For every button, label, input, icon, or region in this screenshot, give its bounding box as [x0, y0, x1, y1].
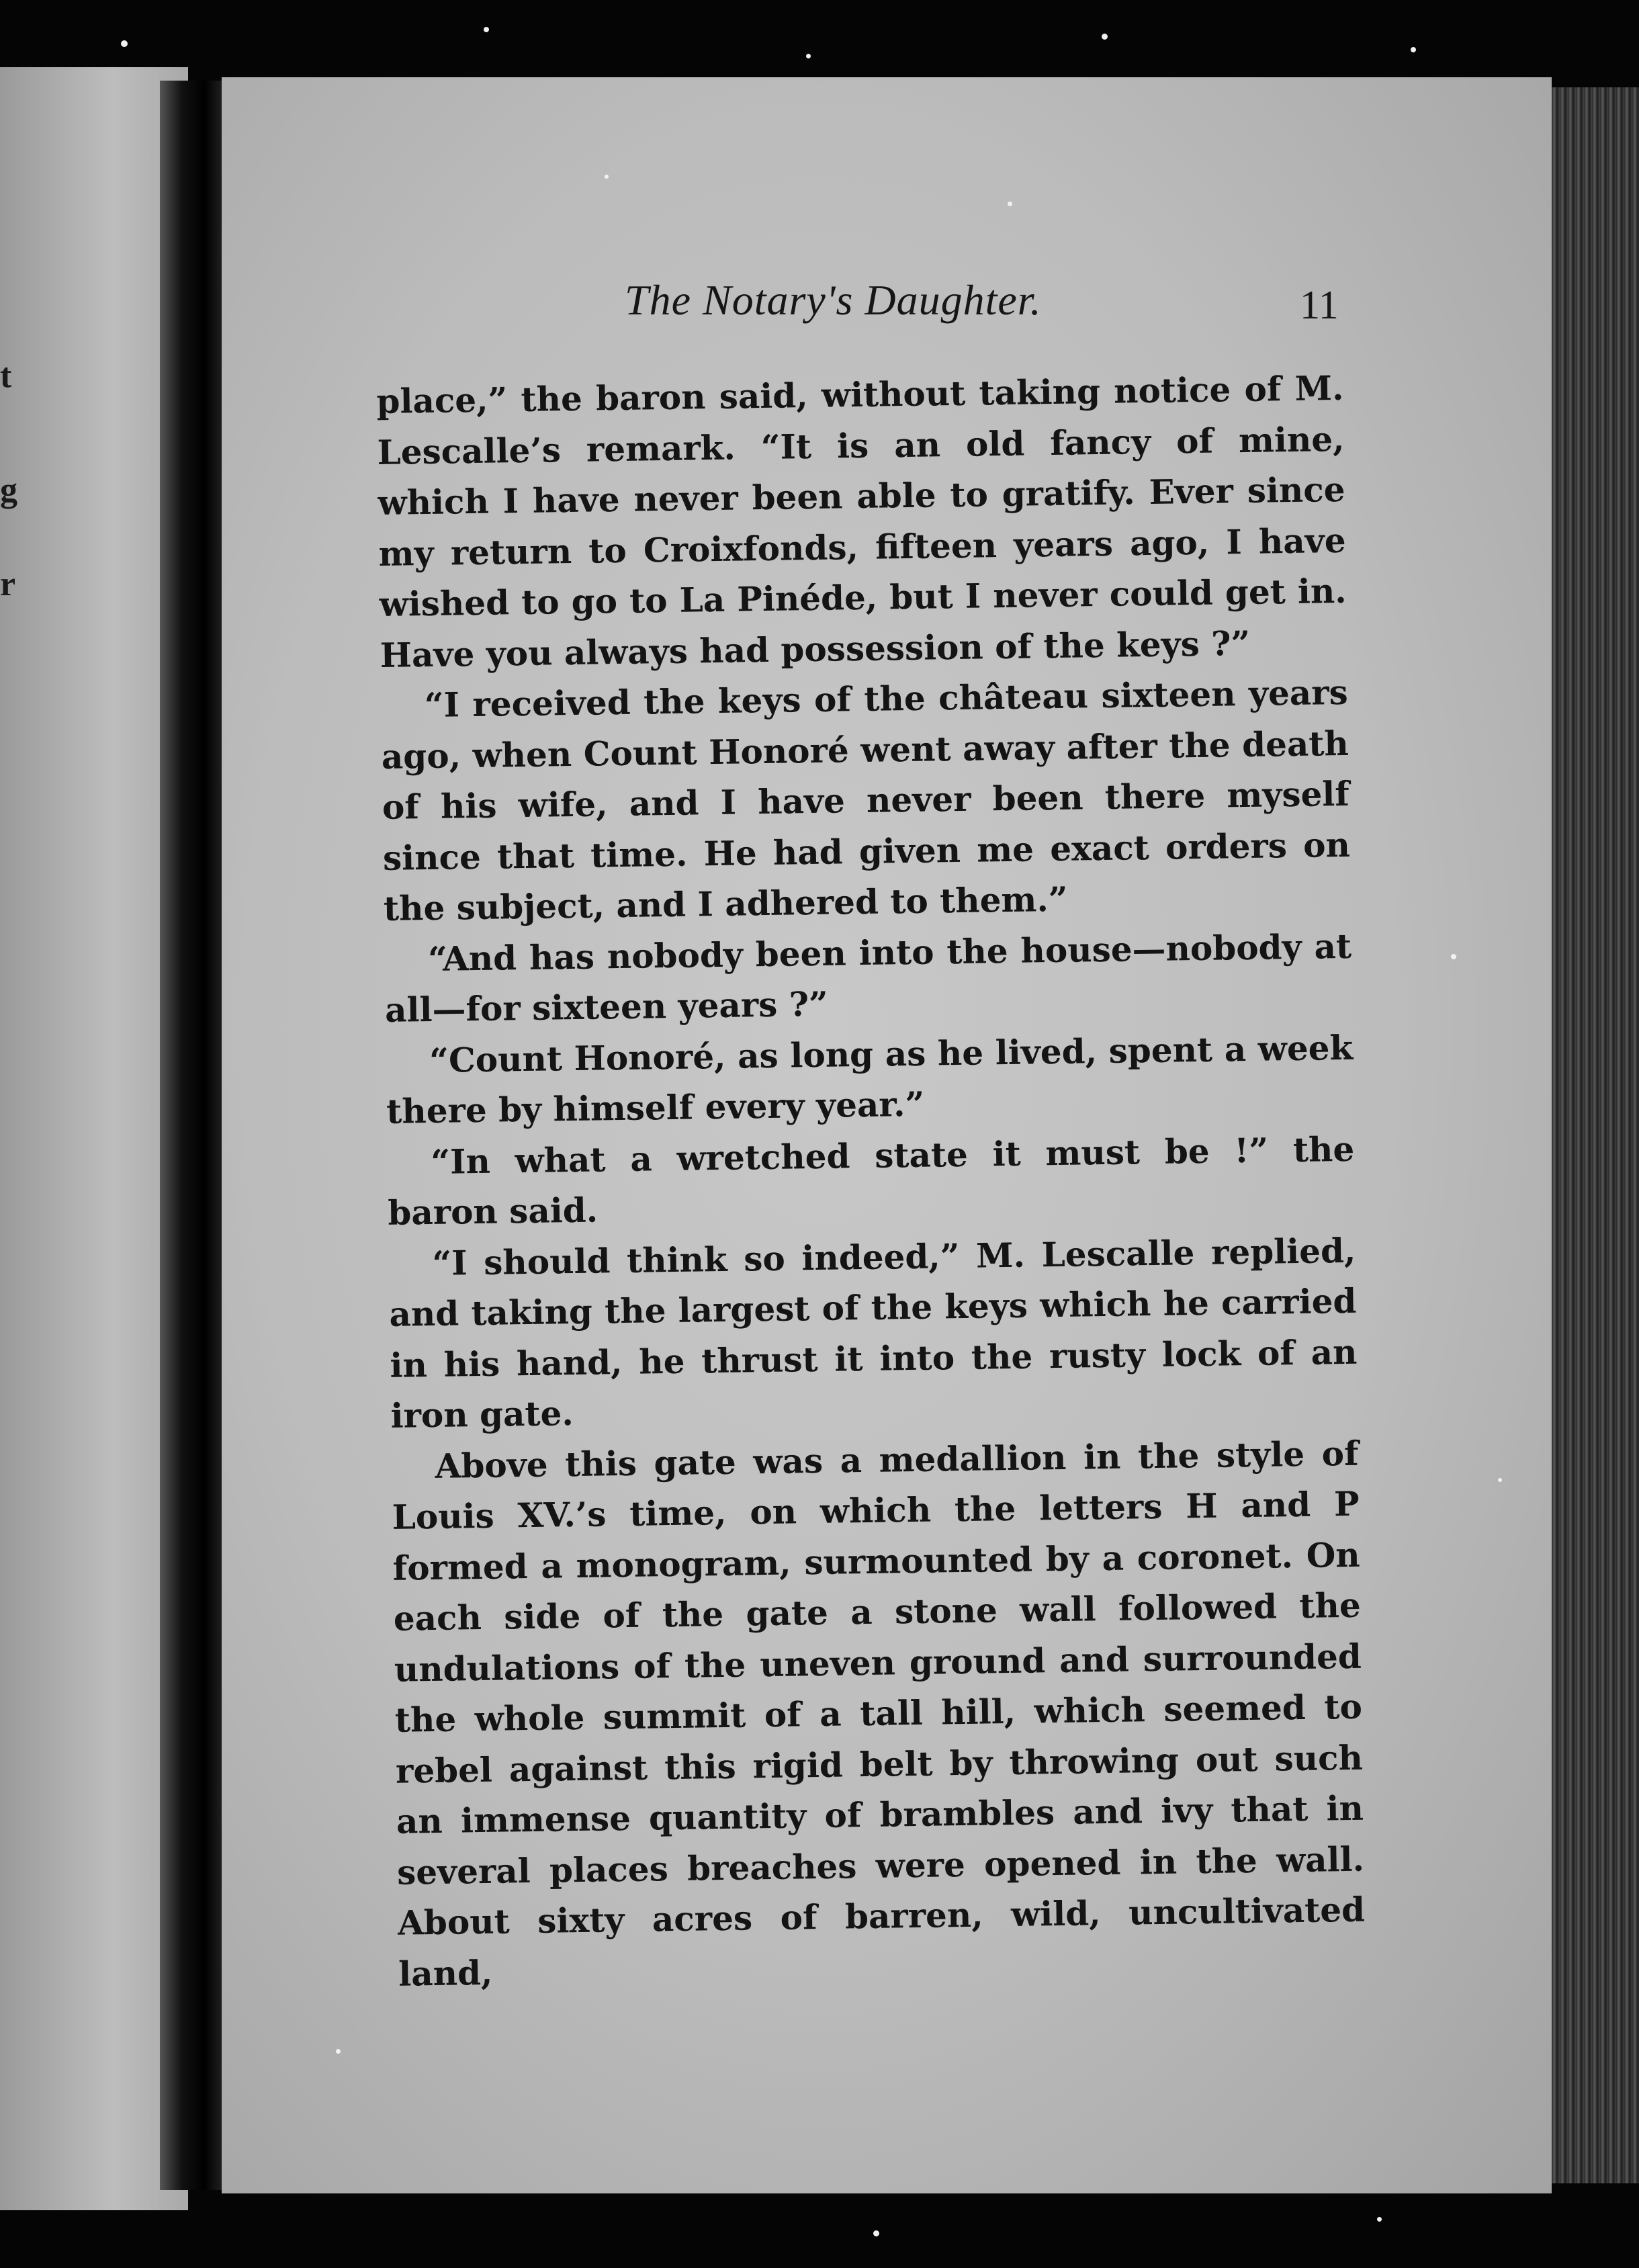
film-speckle: [1377, 2217, 1382, 2222]
film-speckle: [873, 2230, 879, 2236]
previous-page-fragment: g: [0, 471, 17, 509]
paragraph: “In what a wretched state it must be !” the baron said.: [387, 1129, 1355, 1233]
film-speckle: [806, 54, 811, 58]
previous-page-fragment: r: [0, 565, 16, 603]
film-speckle: [1498, 1478, 1502, 1482]
film-speckle: [605, 175, 609, 179]
paragraph: “Count Honoré, as long as he lived, spent a week there by himself every year.”: [386, 1027, 1354, 1131]
paragraph: place,” the baron said, without taking notice of M. Lescalle’s remark. “It is an old fancy of mine, which I have never been able to gratify. Ever since my return to Croixfonds, fifteen years ago, I have wished to go to La Pinéde, but I never could get in. Have you always had possession of the keys ?”: [376, 367, 1347, 675]
paragraph: “I received the keys of the château sixteen years ago, when Count Honoré went away after the death of his wife, and I have never been there myself since that time. He had given me exact orders on the subject, and I adhered to them.”: [381, 672, 1351, 928]
running-title: The Notary's Daughter.: [625, 276, 1042, 324]
film-speckle: [1411, 47, 1416, 52]
paragraph: “And has nobody been into the house—nobody at all—for sixteen years ?”: [384, 926, 1352, 1030]
paragraph: “I should think so indeed,” M. Lescalle replied, and taking the largest of the keys which he carried in his hand, he thrust it into the rusty lock of an iron gate.: [389, 1230, 1358, 1436]
film-speckle: [121, 40, 128, 47]
previous-page-fragment: t: [0, 357, 12, 395]
film-speckle: [1008, 202, 1012, 206]
film-speckle: [1102, 34, 1108, 40]
page-number: 11: [1300, 283, 1339, 327]
film-speckle: [336, 2049, 341, 2054]
film-speckle: [484, 27, 489, 32]
film-speckle: [1451, 954, 1456, 959]
body-text: [376, 363, 1366, 1999]
page-edges-stack: [1552, 87, 1639, 2183]
paragraph: Above this gate was a medallion in the style of Louis XV.’s time, on which the letters H and P formed a monogram, surmounted by a coronet. On each side of the gate a stone wall followed the undulations of the uneven ground and surrounded the whole summit of a tall hill, which seemed to rebel against this rigid belt by throwing out such an immense quantity of brambles and ivy that in several places breaches were opened in the wall. About sixty acres of barren, wild, uncultivated land,: [392, 1433, 1366, 1994]
